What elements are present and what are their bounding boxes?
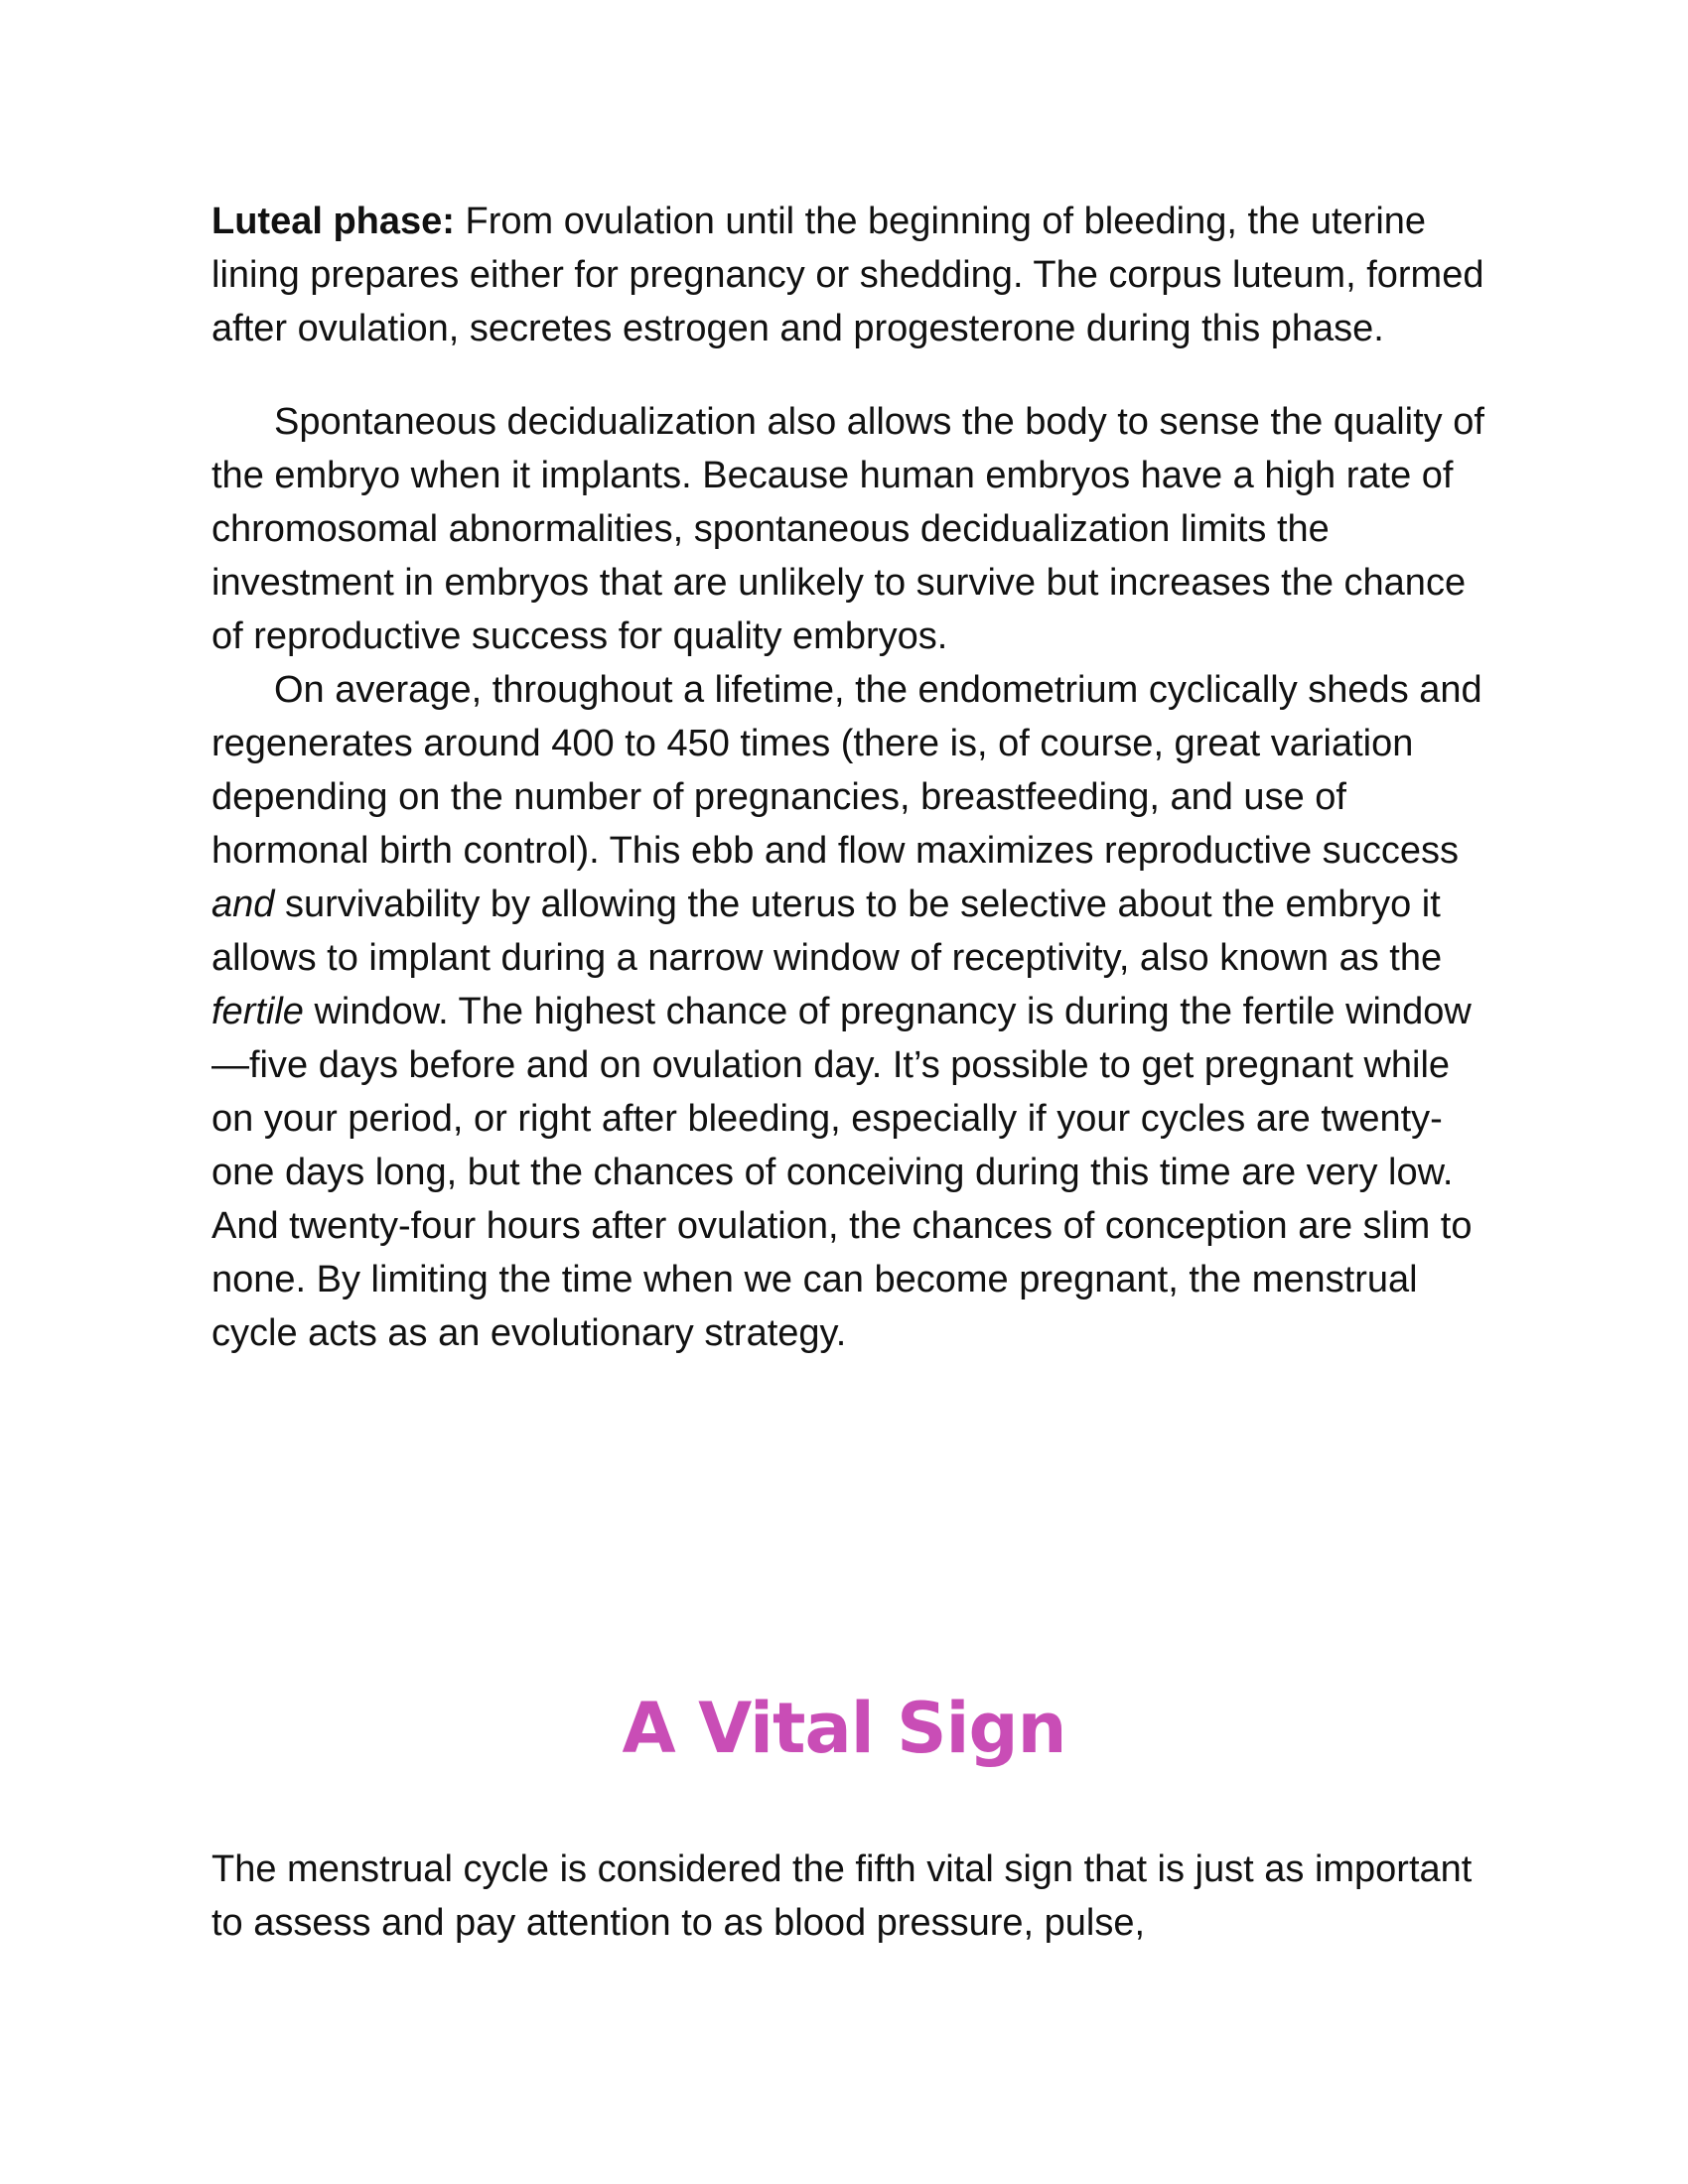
luteal-phase-term: Luteal phase: [211,201,455,242]
lifetime-text-part1: On average, throughout a lifetime, the endometrium cyclically sheds and regenerates around 400 to 450 times (there is, of course, great variation depending on the number of pregnancies, breastfeeding, and use of hormonal birth control). This ebb and flow maximizes reproductive success [211,669,1482,872]
luteal-phase-paragraph [211,195,1492,355]
lifetime-cycles-paragraph [211,663,1492,1360]
luteal-phase-text: From ovulation until the beginning of bleeding, the uterine lining prepares either for pregnancy or shedding. The corpus luteum, formed after ovulation, secretes estrogen and progesterone during this phase. [211,201,1484,349]
lifetime-text-part3: window. The highest chance of pregnancy is during the fertile window—five days before and on ovulation day. It’s possible to get pregnant while on your period, or right after bleeding, especially if your cycles are twenty-one days long, but the chances of conceiving during this time are very low. And twenty-four hours after ovulation, the chances of conception are slim to none. By limiting the time when we can become pregnant, the menstrual cycle acts as an evolutionary strategy. [211,991,1473,1354]
decidualization-paragraph: Spontaneous decidualization also allows the body to sense the quality of the embryo when it implants. Because human embryos have a high rate of chromosomal abnormalities, spontaneous decidualization limits the investment in embryos that are unlikely to survive but increases the chance of reproductive success for quality embryos. [211,401,1484,657]
vital-sign-paragraph: The menstrual cycle is considered the fifth vital sign that is just as important to assess and pay attention to as blood pressure, pulse, [211,1848,1473,1944]
section-heading: A Vital Sign [622,1688,1066,1769]
body-text [211,195,1492,1360]
emphasis-and: and [211,884,275,925]
emphasis-fertile: fertile [211,991,304,1032]
lifetime-text-part2: survivability by allowing the uterus to be selective about the embryo it allows to implant during a narrow window of receptivity, also known as the [211,884,1443,979]
section-body [211,1843,1492,1950]
